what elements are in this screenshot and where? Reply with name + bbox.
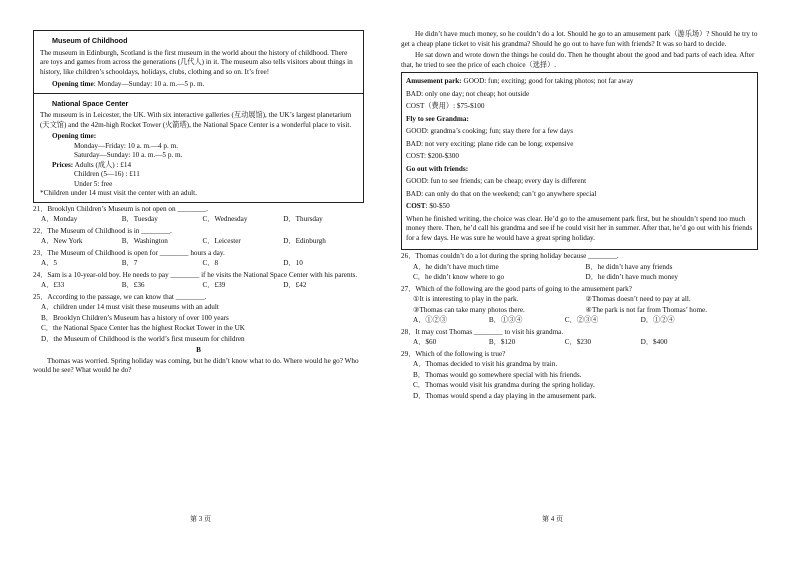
option-c[interactable]: C．8 xyxy=(202,259,219,267)
fly-good: GOOD: grandma’s cooking; fun; stay there for a few days xyxy=(406,127,574,135)
passage-paragraph: He sat down and wrote down the things he could do. Then he thought about the good and bad parts of each idea. After that, he tried to see the price of each choice（选择）. xyxy=(401,51,755,69)
question-28 xyxy=(401,328,758,348)
question-26 xyxy=(401,252,758,283)
option-a[interactable]: A．New York xyxy=(41,237,83,245)
option-b[interactable]: B．①③④ xyxy=(488,316,523,324)
section-heading: B xyxy=(196,346,201,354)
question-stem: 26．Thomas couldn’t do a lot during the spring holiday because ________. xyxy=(401,252,619,260)
statement-3: ③Thomas can take many photos there. xyxy=(413,305,525,314)
price-under5: Under 5: free xyxy=(74,179,113,188)
option-c[interactable]: C．Wednesday xyxy=(202,215,248,223)
option-c[interactable]: C．$230 xyxy=(564,338,592,346)
opening-time-colon: : xyxy=(93,132,97,140)
option-d[interactable]: D．①②④ xyxy=(640,316,675,324)
option-a[interactable]: A．①②③ xyxy=(413,316,447,324)
box-paragraph: The museum in Edinburgh, Scotland is the first museum in the world about the history of childhood. There are toys and games from across the generations (几代人) in it. The museum also tells visitors about things in history, like children’s schooldays, holidays, clubs, clothing and so on. It’s free! xyxy=(40,48,353,76)
go-out-label: Go out with friends: xyxy=(406,164,469,173)
opening-time-value: : Monday—Sunday: 10 a. m.—5 p. m. xyxy=(93,80,205,88)
question-stem: 25．According to the passage, we can know that ________. xyxy=(33,292,207,301)
fly-cost: COST: $200-$300 xyxy=(406,152,459,160)
hours-weekday: Monday—Friday: 10 a. m.—4 p. m. xyxy=(74,141,179,150)
fly-bad: BAD: not very exciting; plane ride can be long; expensive xyxy=(406,139,574,148)
statement-1: ①It is interesting to play in the park. xyxy=(413,295,519,303)
option-a[interactable]: A．£33 xyxy=(41,281,65,289)
go-out-bad: BAD: can only do that on the weekend; can’t go anywhere special xyxy=(406,189,597,198)
option-d[interactable]: D．Thomas would spend a day playing in the amusement park. xyxy=(413,391,597,400)
option-b[interactable]: B．Tuesday xyxy=(121,215,158,223)
option-b[interactable]: B．7 xyxy=(121,259,138,267)
question-stem: 29．Which of the following is true? xyxy=(401,349,506,358)
option-b[interactable]: B．$120 xyxy=(488,338,516,346)
question-stem: 21．Brooklyn Children’s Museum is not open on ________. xyxy=(33,204,208,213)
hours-weekend: Saturday—Sunday: 10 a. m.—5 p. m. xyxy=(74,151,183,159)
option-d[interactable]: D．£42 xyxy=(283,281,307,289)
question-stem: 24．Sam is a 10-year-old boy. He needs to pay ________ if he visits the National Space Center with his parents. xyxy=(33,270,358,279)
amusement-good: GOOD: fun; exciting; good for taking photos; not far away xyxy=(461,77,634,85)
option-b[interactable]: B．Brooklyn Children’s Museum has a history of over 100 years xyxy=(41,313,229,322)
amusement-bad: BAD: only one day; not cheap; hot outside xyxy=(406,89,530,98)
option-a[interactable]: A．$60 xyxy=(413,338,437,346)
question-24 xyxy=(33,271,364,291)
question-29 xyxy=(401,350,758,402)
left-column xyxy=(33,30,364,376)
option-c[interactable]: C．②③④ xyxy=(564,316,599,324)
question-stem: 23．The Museum of Childhood is open for ________ hours a day. xyxy=(33,248,225,257)
option-a[interactable]: A．Thomas decided to visit his grandma by train. xyxy=(413,360,558,368)
page-number: 第 3 页 xyxy=(190,515,211,523)
page-number: 第 4 页 xyxy=(542,515,563,523)
question-27 xyxy=(401,285,758,326)
option-a[interactable]: A．children under 14 must visit these museums with an adult xyxy=(41,303,219,311)
statement-2: ②Thomas doesn’t need to pay at all. xyxy=(585,295,691,303)
question-25 xyxy=(33,293,364,345)
option-d[interactable]: D．he didn’t have much money xyxy=(585,273,678,281)
question-stem: 27．Which of the following are the good parts of going to the amusement park? xyxy=(401,284,632,293)
museum-of-childhood-box xyxy=(33,30,364,94)
option-c[interactable]: C．Thomas would visit his grandma during the spring holiday. xyxy=(413,381,595,389)
option-b[interactable]: B．£36 xyxy=(121,281,145,289)
choices-box xyxy=(401,72,758,250)
passage-b-intro: Thomas was worried. Spring holiday was coming, but he didn’t know what to do. Where would he go? Who would he see? What would he do? xyxy=(33,356,359,374)
amusement-cost: COST（费用）: $75-$100 xyxy=(406,102,485,110)
opening-time-label: Opening time xyxy=(52,132,94,140)
go-out-cost-value: : $0-$50 xyxy=(425,202,450,210)
option-c[interactable]: C．he didn’t know where to go xyxy=(413,273,505,281)
option-d[interactable]: D．10 xyxy=(283,259,303,267)
option-c[interactable]: C．the National Space Center has the highest Rocket Tower in the UK xyxy=(41,324,245,332)
question-stem: 28．It may cost Thomas ________ to visit his grandma. xyxy=(401,327,564,336)
question-stem: 22．The Museum of Childhood is in ________. xyxy=(33,226,172,235)
box-title: National Space Center xyxy=(52,98,129,108)
national-space-center-box xyxy=(33,93,364,203)
box-title: Museum of Childhood xyxy=(52,36,128,45)
passage-paragraph: He didn’t have much money, so he couldn’t do a lot. Should he go to an amusement park（游乐场）? Should he try to get a cheap plane ticket to visit his grandma? Should he go out to have fun with friends? It was so hard to decide. xyxy=(401,30,758,48)
go-out-cost-label: COST xyxy=(406,202,426,210)
conclusion-paragraph: When he finished writing, the choice was clear. He’d go to the amusement park first, but he shouldn’t spend too much money there. Then, he’d call his grandma and see if he could visit her in summer. After that, he’d go out with his friends for a few days. He was sure he would have a great spring holiday. xyxy=(406,214,753,242)
statement-4: ④The park is not far from Thomas’ home. xyxy=(585,305,708,314)
option-b[interactable]: B．he didn’t have any friends xyxy=(585,262,673,271)
option-c[interactable]: C．£39 xyxy=(202,281,226,289)
option-c[interactable]: C．Leicester xyxy=(202,237,241,245)
amusement-park-label: Amusement park: xyxy=(406,77,462,85)
price-adults: Adults (成人) : £14 xyxy=(74,160,132,169)
option-b[interactable]: B．Washington xyxy=(121,237,168,245)
option-d[interactable]: D．Edinburgh xyxy=(283,237,326,245)
prices-label: Prices: xyxy=(52,160,74,169)
option-d[interactable]: D．the Museum of Childhood is the world’s first museum for children xyxy=(41,334,245,343)
option-a[interactable]: A．Monday xyxy=(41,215,78,223)
price-children: Children (5—16) : £11 xyxy=(74,170,140,178)
question-23 xyxy=(33,249,364,269)
question-22 xyxy=(33,227,364,247)
option-d[interactable]: D．Thursday xyxy=(283,215,323,223)
option-d[interactable]: D．$400 xyxy=(640,338,668,346)
right-column xyxy=(401,30,758,401)
box-note: *Children under 14 must visit the center with an adult. xyxy=(40,189,197,197)
option-b[interactable]: B．Thomas would go somewhere special with his friends. xyxy=(413,370,582,379)
go-out-good: GOOD: fun to see friends; can be cheap; every day is different xyxy=(406,177,587,185)
opening-time-label: Opening time xyxy=(52,80,94,88)
option-a[interactable]: A．he didn’t have much time xyxy=(413,262,499,271)
fly-grandma-label: Fly to see Grandma: xyxy=(406,114,469,123)
option-a[interactable]: A．5 xyxy=(41,259,57,267)
question-21 xyxy=(33,205,364,225)
box-paragraph: The museum is in Leicester, the UK. With six interactive galleries (互动展馆), the UK’s largest planetarium (天文馆) and the 42m-high Rocket Tower (火箭塔), the National Space Center is a wonderful place to visit. xyxy=(40,111,352,129)
